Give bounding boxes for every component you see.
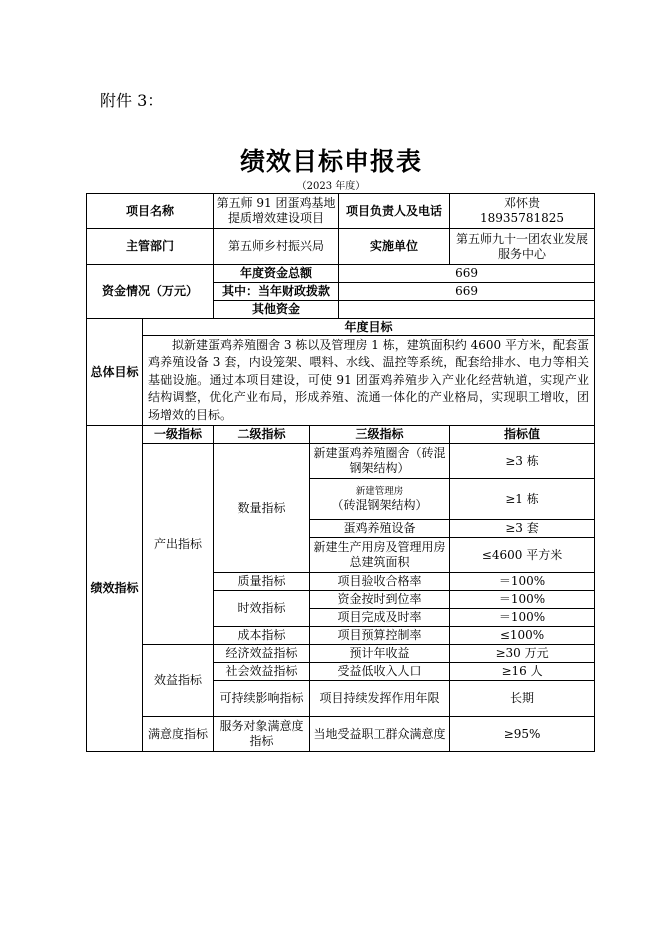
project-name-label: 项目名称 <box>87 194 214 229</box>
level3-indicator: 受益低收入人口 <box>310 663 450 681</box>
department-label: 主管部门 <box>87 229 214 265</box>
level3-indicator: 项目验收合格率 <box>310 573 450 591</box>
year-label: （2023 年度） <box>296 181 366 192</box>
indicator-row <box>87 717 595 752</box>
time-indicator-label: 时效指标 <box>214 591 310 627</box>
indicator-value: ≤4600 平方米 <box>450 538 595 573</box>
level3-indicator: 蛋鸡养殖设备 <box>310 520 450 538</box>
indicator-row <box>87 444 595 479</box>
project-name-row <box>87 194 595 229</box>
level3-indicator-line2: （砖混钢架结构） <box>331 498 428 512</box>
indicator-value: ＝100% <box>450 609 595 627</box>
indicator-value: ≥16 人 <box>450 663 595 681</box>
output-indicator-label: 产出指标 <box>143 444 214 645</box>
social-indicator-label: 社会效益指标 <box>214 663 310 681</box>
economic-indicator-label: 经济效益指标 <box>214 645 310 663</box>
indicator-value: ≥3 套 <box>450 520 595 538</box>
annual-goal-header: 年度目标 <box>143 319 595 336</box>
overall-goal-label: 总体目标 <box>87 319 143 426</box>
project-leader-phone: 18935781825 <box>480 211 564 225</box>
indicator-value: ≤100% <box>450 627 595 645</box>
indicator-value: ＝100% <box>450 573 595 591</box>
performance-indicator-label: 绩效指标 <box>87 426 143 752</box>
level3-indicator: 资金按时到位率 <box>310 591 450 609</box>
funds-label: 资金情况（万元） <box>87 265 214 319</box>
sustainability-indicator-label: 可持续影响指标 <box>214 681 310 717</box>
performance-target-table <box>86 193 595 752</box>
header-level1: 一级指标 <box>143 426 214 444</box>
level3-indicator: 预计年收益 <box>310 645 450 663</box>
project-leader-cell <box>450 194 595 229</box>
funds-fiscal-label: 其中：当年财政拨款 <box>214 283 339 301</box>
annual-goal-paragraph: 拟新建蛋鸡养殖圈舍 3 栋以及管理房 1 栋，建筑面积约 4600 平方米，配套蛋鸡养殖设备 3 套，内设笼架、喂料、水线、温控等系统，配套给排水、电力等相关基础设施。通过本项目建设，可使 91 团蛋鸡养殖步入产业化经营轨道，实现产业结构调整，优化产业布局，形成养殖、流通一体化的产业格局，实现职工增收，团场增效的目标。 <box>148 337 590 422</box>
implementing-unit-value: 第五师九十一团农业发展服务中心 <box>450 229 595 265</box>
funds-fiscal-value: 669 <box>339 283 595 301</box>
indicator-value: ＝100% <box>450 591 595 609</box>
level3-indicator: 项目预算控制率 <box>310 627 450 645</box>
header-level2: 二级指标 <box>214 426 310 444</box>
page-title: 绩效目标申报表 <box>239 147 422 176</box>
level3-indicator: 当地受益职工群众满意度 <box>310 717 450 752</box>
cost-indicator-label: 成本指标 <box>214 627 310 645</box>
level3-indicator: 项目持续发挥作用年限 <box>310 681 450 717</box>
overall-goal-text-row <box>87 336 595 426</box>
header-level3: 三级指标 <box>310 426 450 444</box>
indicator-value: ≥30 万元 <box>450 645 595 663</box>
implementing-unit-label: 实施单位 <box>339 229 450 265</box>
funds-other-value <box>339 301 595 319</box>
indicator-value: ≥1 栋 <box>450 479 595 520</box>
header-value: 指标值 <box>450 426 595 444</box>
level3-indicator: 新建蛋鸡养殖圈舍（砖混钢架结构） <box>310 444 450 479</box>
overall-goal-header-row <box>87 319 595 336</box>
indicator-value: ≥3 栋 <box>450 444 595 479</box>
service-satisfaction-label: 服务对象满意度指标 <box>214 717 310 752</box>
project-leader-name: 邓怀贵 <box>504 196 541 210</box>
level3-indicator <box>310 479 450 520</box>
level3-indicator-line1: 新建管理房 <box>355 486 404 497</box>
project-leader-label: 项目负责人及电话 <box>339 194 450 229</box>
department-row <box>87 229 595 265</box>
department-value: 第五师乡村振兴局 <box>214 229 339 265</box>
indicator-value: ≥95% <box>450 717 595 752</box>
funds-total-label: 年度资金总额 <box>214 265 339 283</box>
annual-goal-text <box>143 336 595 426</box>
level3-indicator: 新建生产用房及管理用房总建筑面积 <box>310 538 450 573</box>
quality-indicator-label: 质量指标 <box>214 573 310 591</box>
attachment-label: 附件 3： <box>100 91 164 110</box>
indicator-value: 长期 <box>450 681 595 717</box>
project-name-value: 第五师 91 团蛋鸡基地提质增效建设项目 <box>214 194 339 229</box>
level3-indicator: 项目完成及时率 <box>310 609 450 627</box>
satisfaction-indicator-label: 满意度指标 <box>143 717 214 752</box>
funds-total-value: 669 <box>339 265 595 283</box>
funds-other-label: 其他资金 <box>214 301 339 319</box>
funds-total-row <box>87 265 595 283</box>
quantity-indicator-label: 数量指标 <box>214 444 310 573</box>
benefit-indicator-label: 效益指标 <box>143 645 214 717</box>
indicator-header-row <box>87 426 595 444</box>
indicator-row <box>87 645 595 663</box>
